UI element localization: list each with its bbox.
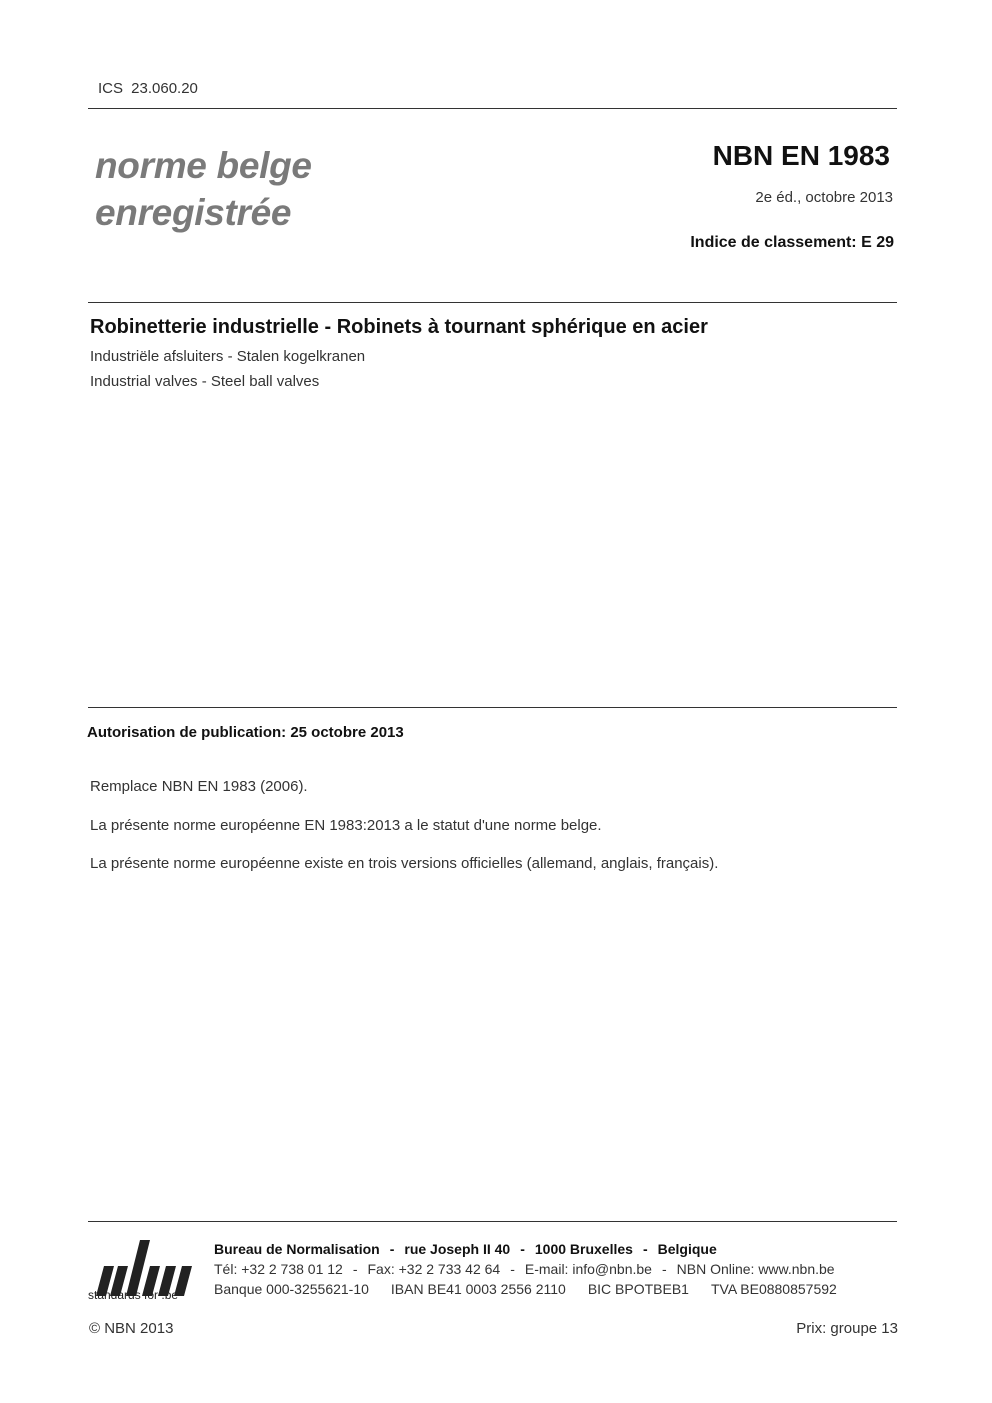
bank-account: Banque 000-3255621-10 (214, 1281, 369, 1297)
brand-line-1: norme belge (95, 145, 312, 186)
country: Belgique (657, 1241, 717, 1257)
title-divider (88, 302, 897, 303)
price-group: Prix: groupe 13 (796, 1320, 898, 1337)
classification-index: Indice de classement: E 29 (690, 234, 894, 251)
footer-bank (214, 1281, 837, 1297)
fax: Fax: +32 2 733 42 64 (367, 1261, 501, 1277)
title-french: Robinetterie industrielle - Robinets à tournant sphérique en acier (90, 316, 708, 338)
title-english: Industrial valves - Steel ball valves (90, 373, 320, 390)
publication-divider (88, 707, 897, 708)
vat: TVA BE0880857592 (710, 1281, 837, 1297)
logo-tagline: standards for .be (88, 1288, 179, 1302)
footer-divider (88, 1221, 897, 1222)
header-divider (88, 108, 897, 109)
street: rue Joseph II 40 (404, 1241, 511, 1257)
city: 1000 Bruxelles (534, 1241, 633, 1257)
email: E-mail: info@nbn.be (524, 1261, 652, 1277)
footer-contacts: Tél: +32 2 738 01 12 - Fax: +32 2 733 42 64 - E-mail: info@nbn.be - NBN Online: www.nbn.be (214, 1261, 835, 1277)
title-dutch: Industriële afsluiters - Stalen kogelkranen (90, 348, 366, 365)
publication-authorisation: Autorisation de publication: 25 octobre 2013 (87, 724, 404, 741)
org-name: Bureau de Normalisation (214, 1241, 380, 1257)
document-number: NBN EN 1983 (712, 140, 890, 171)
bic: BIC BPOTBEB1 (587, 1281, 689, 1297)
ics-code: ICS 23.060.20 (98, 80, 198, 97)
paragraph-versions: La présente norme européenne existe en trois versions officielles (allemand, anglais, français). (90, 855, 719, 872)
paragraph-status: La présente norme européenne EN 1983:2013 a le statut d'une norme belge. (90, 817, 602, 834)
phone: Tél: +32 2 738 01 12 (214, 1261, 343, 1277)
iban: IBAN BE41 0003 2556 2110 (390, 1281, 566, 1297)
brand-line-2: enregistrée (95, 192, 292, 233)
paragraph-replaces: Remplace NBN EN 1983 (2006). (90, 778, 308, 795)
brand-title (95, 142, 312, 236)
edition-date: 2e éd., octobre 2013 (755, 189, 893, 206)
footer-address: Bureau de Normalisation - rue Joseph II 40 - 1000 Bruxelles - Belgique (214, 1241, 717, 1257)
copyright: © NBN 2013 (89, 1320, 174, 1337)
website: NBN Online: www.nbn.be (676, 1261, 835, 1277)
